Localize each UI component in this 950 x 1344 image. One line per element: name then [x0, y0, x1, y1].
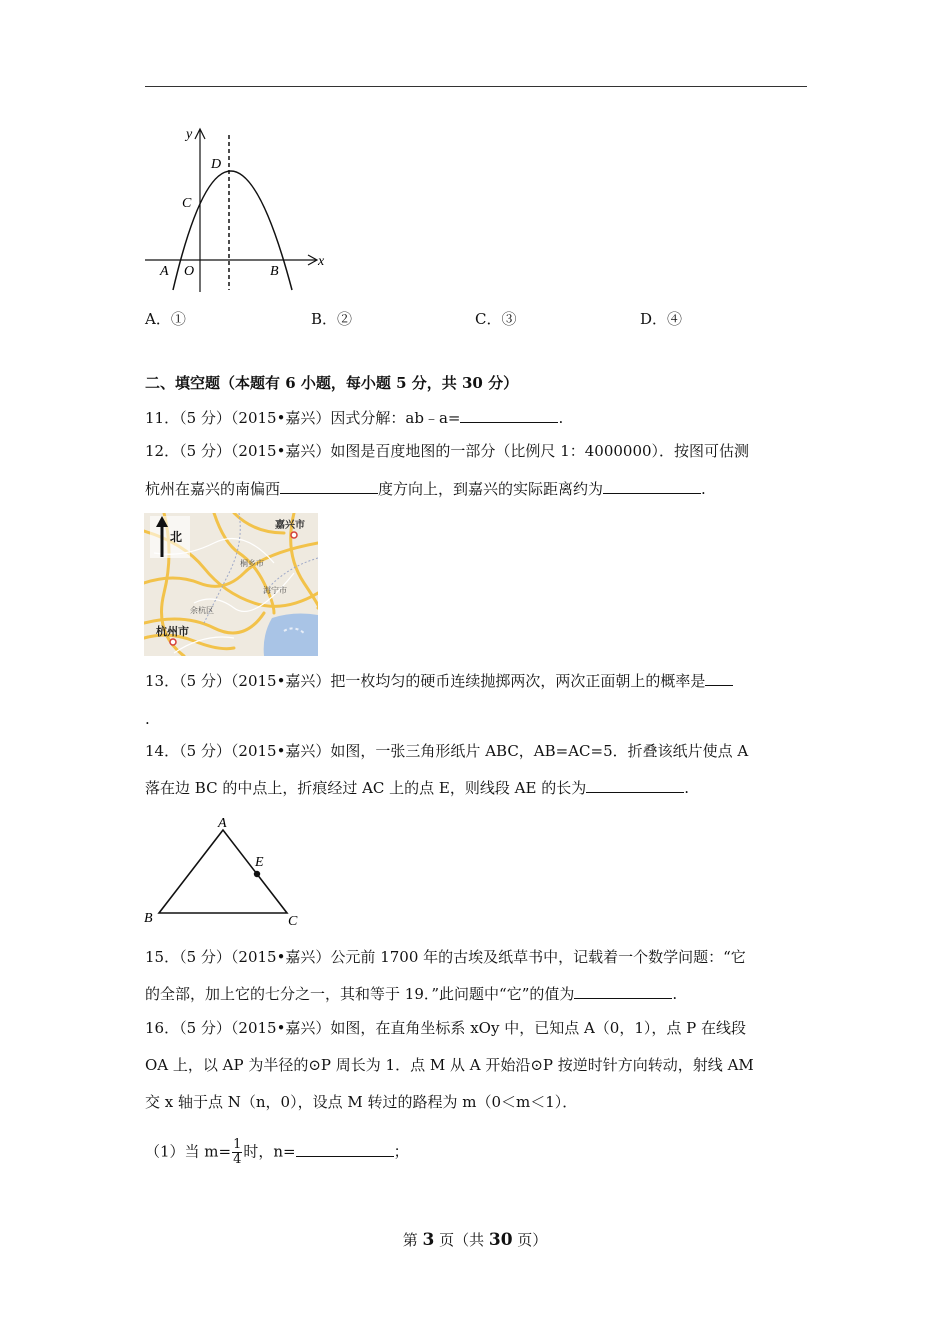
map-hangzhou: 杭州市 — [156, 625, 189, 638]
tri-label-b: B — [144, 911, 153, 926]
q11-suffix: . — [558, 409, 564, 427]
q16-sub1-text-b: 时，n= — [243, 1142, 296, 1161]
question-13-line1 — [145, 671, 733, 691]
footer-text-a: 第 — [402, 1231, 423, 1249]
question-15-line1: 15．（5 分）（2015•嘉兴）公元前 1700 年的古埃及纸草书中，记载着一个数学问题：“它 — [145, 948, 746, 966]
triangle-figure — [140, 812, 310, 932]
header-rule — [145, 86, 807, 87]
q12-text-c: . — [701, 480, 706, 498]
q16-sub1-text-a: （1）当 m= — [145, 1142, 232, 1161]
q15-suffix: . — [672, 985, 678, 1003]
question-11 — [145, 408, 563, 428]
question-12-line1: 12．（5 分）（2015•嘉兴）如图是百度地图的一部分（比例尺 1：4000000）．按图可估测 — [145, 442, 750, 460]
q14-answer-blank[interactable] — [586, 778, 684, 793]
question-12-line2 — [145, 479, 706, 499]
option-c: C．③ — [475, 310, 517, 328]
question-16-sub1 — [145, 1138, 409, 1167]
fraction-denominator: 4 — [233, 1152, 242, 1167]
option-d: D．④ — [640, 310, 683, 328]
q11-text: 11．（5 分）（2015•嘉兴）因式分解：ab﹣a= — [145, 409, 461, 427]
map-haining: 海宁市 — [263, 586, 287, 595]
map-jiaxing: 嘉兴市 — [275, 520, 305, 531]
map-figure — [144, 513, 318, 656]
jiaxing-marker-icon — [291, 532, 297, 538]
q12-answer-blank-2[interactable] — [603, 479, 701, 494]
question-15-line2 — [145, 984, 677, 1004]
footer-text-c: 页） — [512, 1231, 548, 1249]
q12-text-a: 杭州在嘉兴的南偏西 — [145, 480, 281, 498]
q13-text: 13．（5 分）（2015•嘉兴）把一枚均匀的硬币连续抛掷两次，两次正面朝上的概率是 — [145, 672, 706, 690]
section-title: 二、填空题（本题有 6 小题，每小题 5 分，共 30 分） — [145, 374, 519, 392]
label-x: x — [318, 254, 325, 269]
q13-answer-blank[interactable] — [705, 671, 733, 686]
option-a: A．① — [145, 310, 186, 328]
q14-suffix: . — [684, 779, 689, 797]
label-b: B — [270, 264, 279, 279]
footer-total-pages: 30 — [488, 1230, 513, 1250]
q15-text: 的全部，加上它的七分之一，其和等于 19．”此问题中“它”的值为 — [145, 985, 575, 1003]
question-16-line1: 16．（5 分）（2015•嘉兴）如图，在直角坐标系 xOy 中，已知点 A（0，1），点 P 在线段 — [145, 1019, 747, 1037]
q12-answer-blank-1[interactable] — [280, 479, 378, 494]
map-north-label: 北 — [170, 530, 183, 544]
question-14-line2 — [145, 778, 689, 798]
label-a: A — [160, 264, 169, 279]
question-14-line1: 14．（5 分）（2015•嘉兴）如图，一张三角形纸片 ABC，AB=AC=5．折叠该纸片使点 A — [145, 742, 749, 760]
footer-text-b: 页（共 — [434, 1231, 489, 1249]
q16-sub1-text-c: ； — [393, 1142, 409, 1161]
label-d: D — [211, 157, 222, 172]
map-yuhang: 余杭区 — [190, 606, 214, 615]
map-tongxiang: 桐乡市 — [240, 559, 264, 568]
label-o: O — [184, 264, 195, 279]
tri-label-e: E — [255, 855, 264, 870]
label-c: C — [182, 196, 192, 211]
fraction-one-quarter — [232, 1138, 242, 1167]
q14-text: 落在边 BC 的中点上，折痕经过 AC 上的点 E，则线段 AE 的长为 — [145, 779, 587, 797]
hangzhou-marker-icon — [170, 639, 176, 645]
question-16-line3: 交 x 轴于点 N（n，0），设点 M 转过的路程为 m（0＜m＜1）． — [145, 1093, 578, 1111]
map-water — [264, 614, 318, 656]
question-16-line2: OA 上，以 AP 为半径的⊙P 周长为 1．点 M 从 A 开始沿⊙P 按逆时针方向转动，射线 AM — [145, 1056, 754, 1074]
footer-page-number: 3 — [422, 1230, 435, 1250]
label-y: y — [186, 127, 193, 142]
q11-answer-blank[interactable] — [460, 408, 558, 423]
q15-answer-blank[interactable] — [574, 984, 672, 999]
option-b: B．② — [311, 310, 353, 328]
parabola-figure — [140, 120, 340, 300]
question-13-line2: . — [145, 710, 150, 728]
fraction-numerator: 1 — [233, 1137, 242, 1152]
page-footer — [0, 1229, 950, 1250]
tri-label-a: A — [218, 816, 227, 831]
triangle-abc — [159, 830, 287, 913]
q16-answer-blank[interactable] — [296, 1142, 394, 1157]
q12-text-b: 度方向上，到嘉兴的实际距离约为 — [378, 480, 604, 498]
tri-label-c: C — [288, 914, 298, 929]
point-e-marker — [254, 871, 260, 877]
